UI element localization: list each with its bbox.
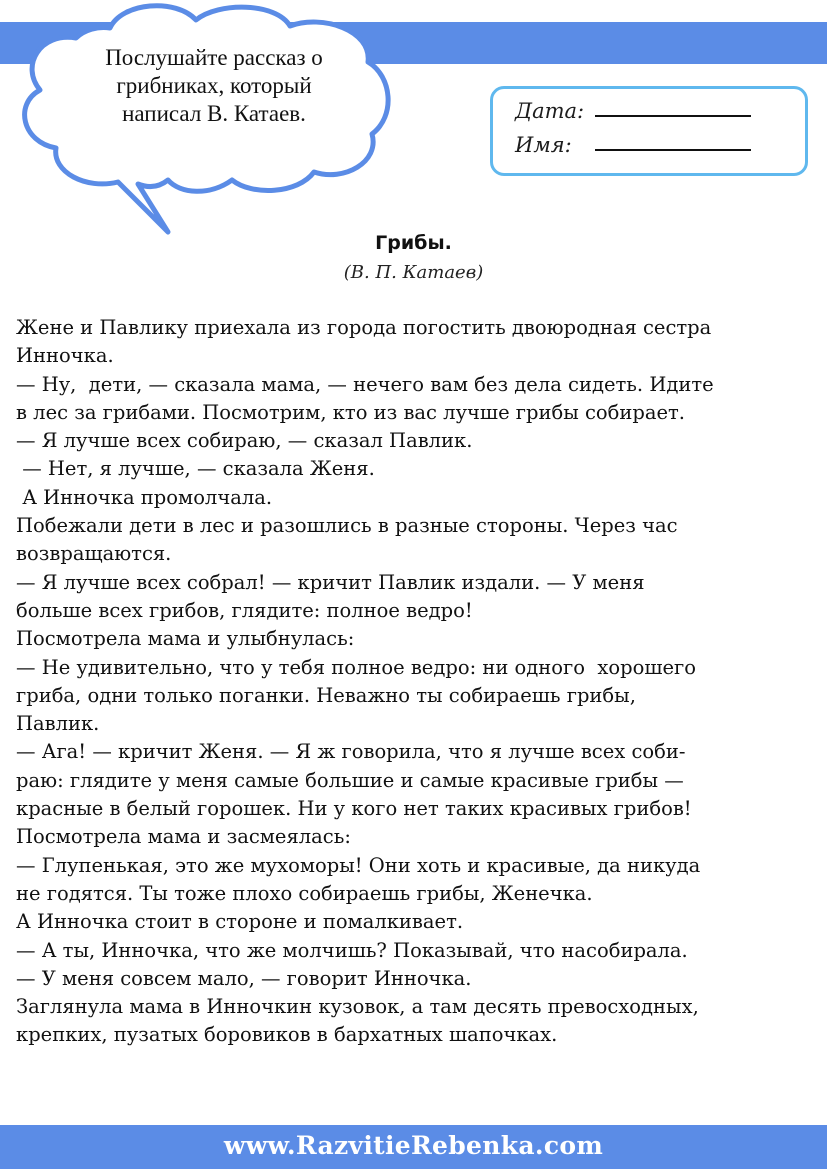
name-blank-field[interactable]	[595, 149, 751, 151]
story-line: Павлик.	[16, 712, 100, 736]
story-line: Инночка.	[16, 344, 114, 368]
story-line: Посмотрела мама и засмеялась:	[16, 825, 351, 849]
date-row	[515, 99, 751, 123]
date-label: Дата:	[515, 99, 585, 123]
story-line: в лес за грибами. Посмотрим, кто из вас лучше грибы собирает.	[16, 400, 685, 424]
story-line: гриба, одни только поганки. Неважно ты собираешь грибы,	[16, 683, 636, 707]
speech-bubble-text	[62, 44, 366, 128]
story-line: — А ты, Инночка, что же молчишь? Показывай, что насобирала.	[16, 938, 688, 962]
story-line: — Нет, я лучше, — сказала Женя.	[16, 457, 375, 481]
name-label: Имя:	[515, 133, 572, 157]
date-blank-field[interactable]	[595, 115, 751, 117]
story-line: — Ага! — кричит Женя. — Я ж говорила, что я лучше всех соби-	[16, 740, 686, 764]
site-url: www.RazvitieRebenka.com	[223, 1131, 604, 1160]
story-line: Побежали дети в лес и разошлись в разные стороны. Через час	[16, 514, 678, 538]
story-line: — Не удивительно, что у тебя полное ведро: ни одного хорошего	[16, 655, 696, 679]
story-line: Жене и Павлику приехала из города погостить двоюродная сестра	[16, 316, 712, 339]
story-line: А Инночка промолчала.	[16, 485, 273, 509]
story-text	[16, 314, 818, 1050]
story-line: не годятся. Ты тоже плохо собираешь грибы, Женечка.	[16, 881, 593, 905]
story-title: Грибы.	[375, 232, 452, 254]
story-line: Посмотрела мама и улыбнулась:	[16, 627, 355, 651]
bubble-line: Послушайте рассказ о	[105, 45, 323, 70]
story-line: А Инночка стоит в стороне и помалкивает.	[16, 910, 464, 934]
story-line: — У меня совсем мало, — говорит Инночка.	[16, 966, 472, 990]
name-row	[515, 133, 751, 157]
date-name-box	[490, 86, 808, 176]
story-line: — Ну, дети, — сказала мама, — нечего вам без дела сидеть. Идите	[16, 372, 714, 396]
story-line: — Я лучше всех собрал! — кричит Павлик издали. — У меня	[16, 570, 645, 594]
story-author: (В. П. Катаев)	[343, 262, 484, 283]
story-line: — Я лучше всех собираю, — сказал Павлик.	[16, 429, 473, 453]
story-line: — Глупенькая, это же мухоморы! Они хоть и красивые, да никуда	[16, 853, 701, 877]
bubble-line: грибниках, который	[116, 73, 312, 98]
story-line: Заглянула мама в Инночкин кузовок, а там десять превосходных,	[16, 995, 699, 1019]
bubble-line: написал В. Катаев.	[122, 101, 306, 126]
story-line: больше всех грибов, глядите: полное ведро!	[16, 598, 473, 622]
story-line: красные в белый горошек. Ни у кого нет таких красивых грибов!	[16, 797, 692, 821]
story-line: крепких, пузатых боровиков в бархатных шапочках.	[16, 1023, 558, 1047]
story-line: возвращаются.	[16, 542, 172, 566]
story-line: раю: глядите у меня самые большие и самые красивые грибы —	[16, 768, 684, 792]
